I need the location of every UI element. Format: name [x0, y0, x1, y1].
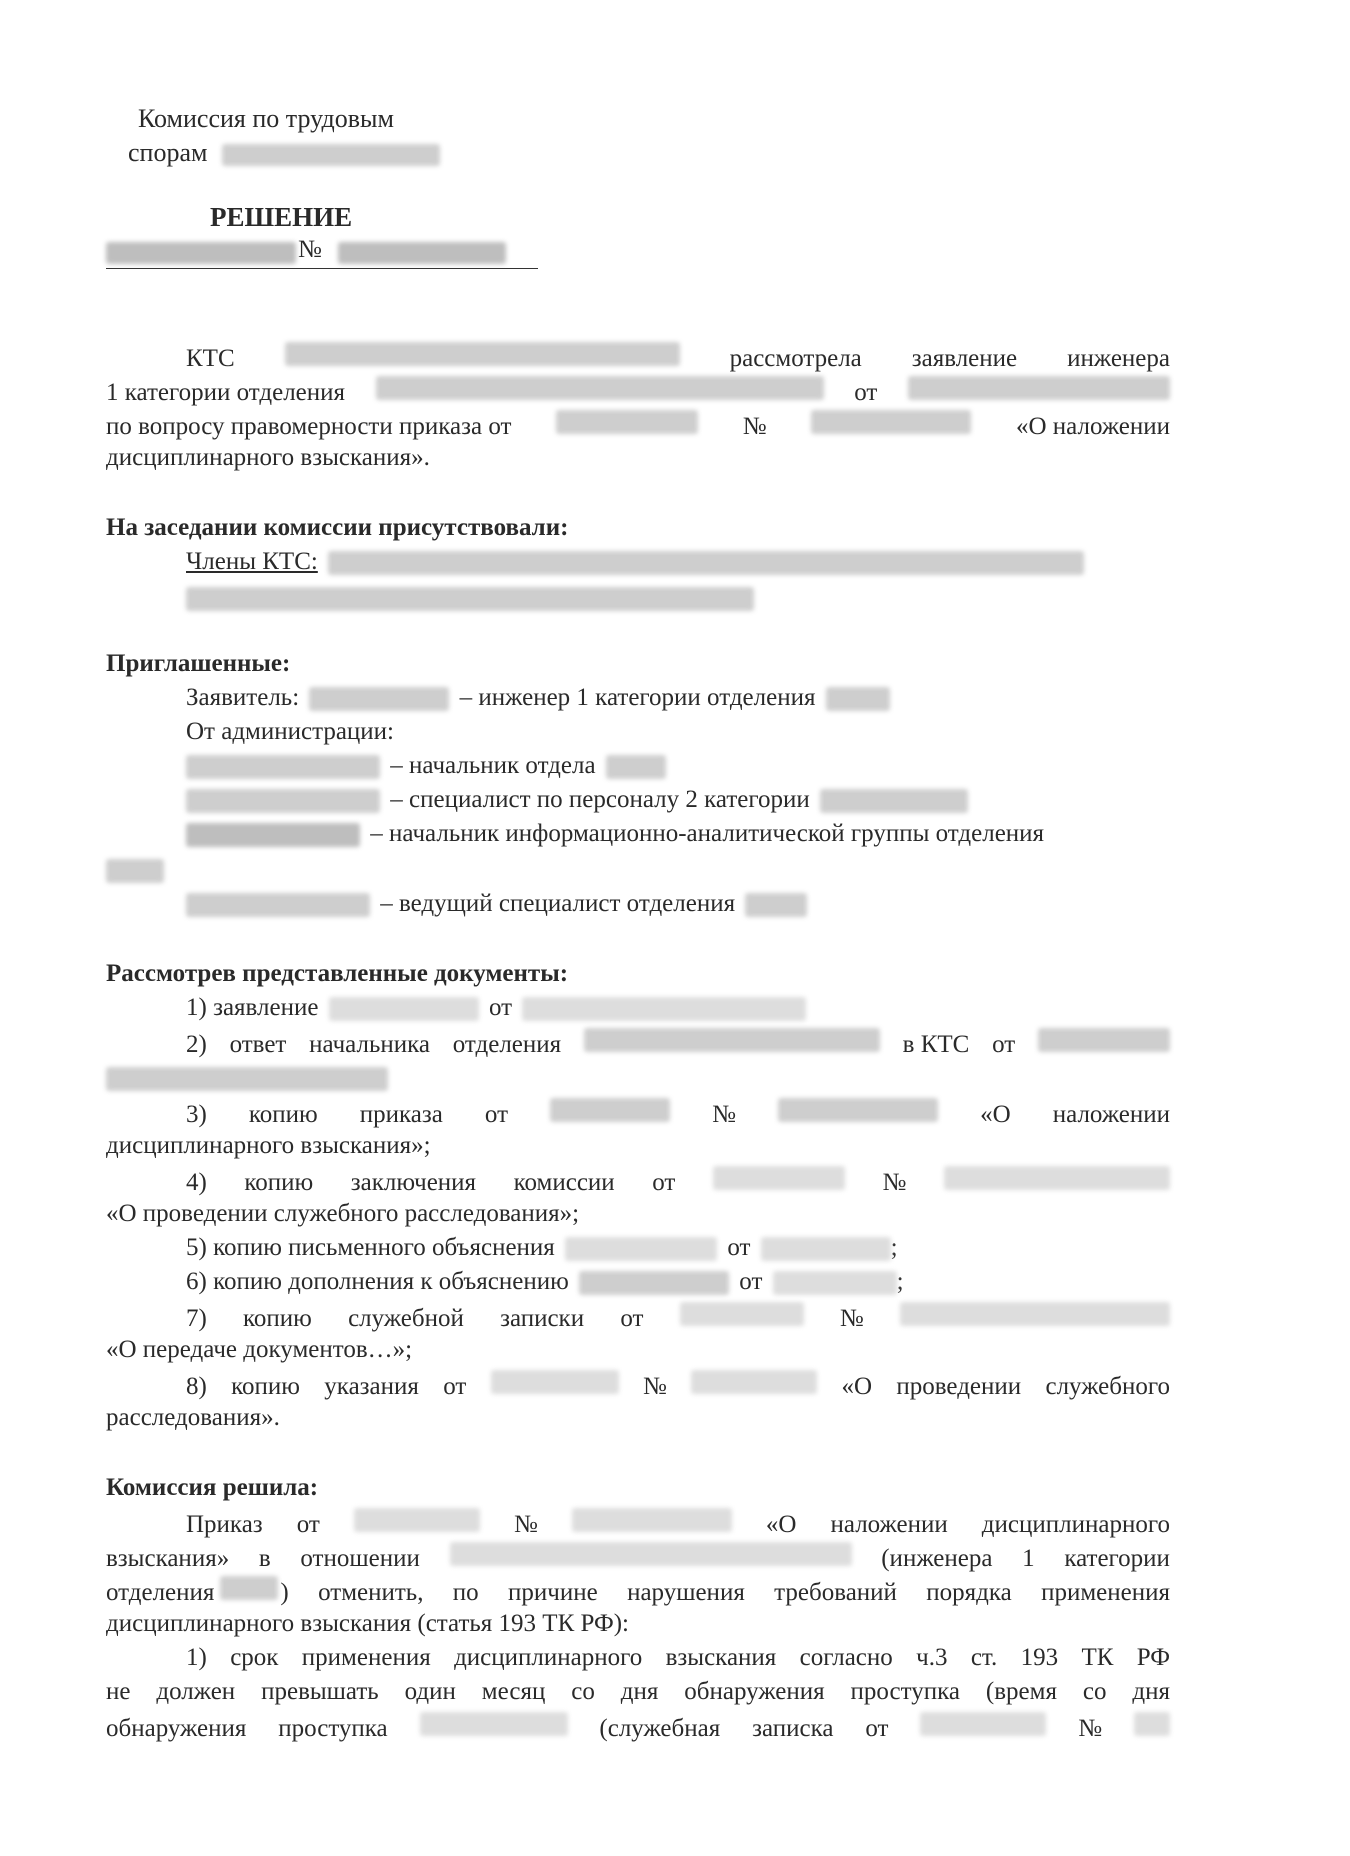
documents-heading: Рассмотрев представленные документы: — [106, 960, 569, 987]
redaction — [220, 1576, 278, 1600]
redaction — [584, 1028, 880, 1052]
invited-heading: Приглашенные: — [106, 650, 291, 677]
doc-item-4: 4) копию заключения комиссии от № — [186, 1166, 1170, 1197]
resolution-line-7: обнаружения проступка (служебная записка от № — [106, 1712, 1170, 1743]
doc-item-2: 2) ответ начальника отделения в КТС от — [186, 1028, 1170, 1059]
members-line-2 — [186, 584, 754, 612]
redaction — [106, 1067, 388, 1091]
redaction — [186, 789, 380, 813]
doc-item-3-cont: дисциплинарного взыскания»; — [106, 1132, 431, 1159]
redaction — [778, 1098, 938, 1122]
redaction — [309, 687, 449, 711]
doc-item-8-cont: расследования». — [106, 1404, 280, 1431]
members-line-1 — [186, 548, 1084, 576]
redaction — [745, 893, 807, 917]
intro-line-3: по вопросу правомерности приказа от № «О наложении — [106, 410, 1170, 441]
admin-label: От администрации: — [186, 718, 395, 745]
redaction — [761, 1237, 891, 1261]
redaction — [1134, 1712, 1170, 1736]
resolution-line-5: 1) срок применения дисциплинарного взыскания согласно ч.3 ст. 193 ТК РФ — [186, 1644, 1170, 1671]
number-sign: № — [298, 236, 322, 263]
org-name-line1: Комиссия по трудовым — [138, 104, 394, 133]
redaction — [556, 410, 698, 434]
redaction — [420, 1712, 568, 1736]
redaction — [186, 893, 370, 917]
doc-item-4-cont: «О проведении служебного расследования»; — [106, 1200, 580, 1227]
redaction — [680, 1302, 804, 1326]
redaction — [522, 997, 806, 1021]
redaction — [376, 376, 824, 400]
redaction — [944, 1166, 1170, 1190]
redaction — [811, 410, 971, 434]
decision-date-number — [106, 236, 538, 269]
redaction — [285, 342, 680, 366]
redaction — [329, 997, 479, 1021]
redaction — [572, 1508, 732, 1532]
admin-person-1: – начальник отдела — [186, 752, 666, 780]
redaction — [186, 755, 380, 779]
redaction — [222, 144, 440, 166]
redaction — [565, 1237, 717, 1261]
intro-line-1: КТС рассмотрела заявление инженера — [186, 342, 1170, 373]
redaction — [691, 1370, 817, 1394]
doc-item-3: 3) копию приказа от № «О наложении — [186, 1098, 1170, 1129]
redaction — [826, 687, 890, 711]
redaction — [106, 859, 164, 883]
resolution-heading: Комиссия решила: — [106, 1474, 319, 1501]
redaction — [491, 1370, 619, 1394]
redaction — [606, 755, 666, 779]
present-heading: На заседании комиссии присутствовали: — [106, 514, 569, 541]
redaction — [1038, 1028, 1170, 1052]
doc-item-5: 5) копию письменного объяснения от ; — [186, 1234, 898, 1261]
intro-line-2: 1 категории отделения от — [106, 376, 1170, 407]
doc-item-1: 1) заявление от — [186, 994, 806, 1022]
doc-item-2-cont — [106, 1064, 388, 1092]
resolution-line-4: дисциплинарного взыскания (статья 193 ТК РФ): — [106, 1610, 629, 1637]
redaction — [713, 1166, 845, 1190]
resolution-line-1: Приказ от № «О наложении дисциплинарного — [186, 1508, 1170, 1539]
redaction — [106, 242, 296, 264]
doc-item-6: 6) копию дополнения к объяснению от ; — [186, 1268, 904, 1295]
doc-item-7-cont: «О передаче документов…»; — [106, 1336, 413, 1363]
redaction — [773, 1271, 897, 1295]
admin-person-3: – начальник информационно-аналитической группы отделения — [186, 820, 1044, 848]
decision-title: РЕШЕНИЕ — [210, 202, 353, 232]
resolution-line-3: отделения ) отменить, по причине нарушения требований порядка применения — [106, 1576, 1170, 1607]
doc-item-8: 8) копию указания от № «О проведении служебного — [186, 1370, 1170, 1401]
redaction — [354, 1508, 480, 1532]
admin-person-2: – специалист по персоналу 2 категории — [186, 786, 968, 814]
members-label: Члены КТС: — [186, 548, 318, 575]
org-name-line2 — [128, 138, 440, 168]
org-name-line2-text: спорам — [128, 138, 208, 167]
redaction — [908, 376, 1170, 400]
redaction — [579, 1271, 729, 1295]
applicant-line: Заявитель: – инженер 1 категории отделения — [186, 684, 890, 712]
resolution-line-6: не должен превышать один месяц со дня обнаружения проступка (время со дня — [106, 1678, 1170, 1705]
doc-item-7: 7) копию служебной записки от № — [186, 1302, 1170, 1333]
redaction — [338, 242, 506, 264]
resolution-line-2: взыскания» в отношении (инженера 1 категории — [106, 1542, 1170, 1573]
redaction — [900, 1302, 1170, 1326]
redaction — [186, 823, 360, 847]
redaction — [820, 789, 968, 813]
redaction — [550, 1098, 670, 1122]
redaction — [328, 551, 1084, 575]
admin-person-3-cont — [106, 856, 164, 884]
admin-person-4: – ведущий специалист отделения — [186, 890, 807, 918]
redaction — [450, 1542, 852, 1566]
redaction — [920, 1712, 1046, 1736]
redaction — [186, 587, 754, 611]
intro-line-4: дисциплинарного взыскания». — [106, 444, 430, 471]
